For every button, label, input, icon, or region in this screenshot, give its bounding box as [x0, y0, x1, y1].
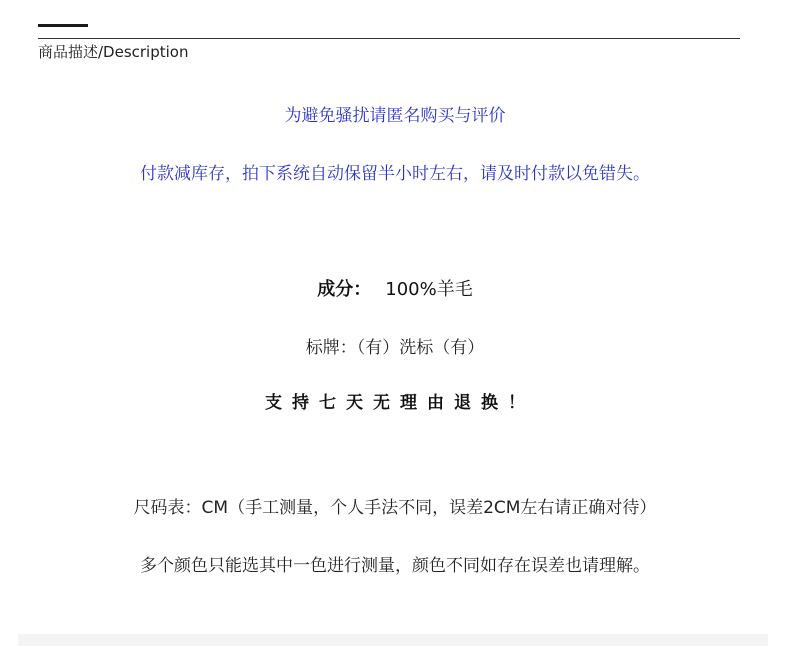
- material-label: 成分：: [317, 279, 372, 300]
- size-chart-note: 尺码表：CM（手工测量，个人手法不同，误差2CM左右请正确对待）: [133, 498, 657, 518]
- bottom-band: [18, 634, 768, 646]
- header-accent-bar: [38, 24, 88, 27]
- returns-policy: 支持七天无理由退换！: [265, 393, 535, 413]
- payment-notice: 付款减库存，拍下系统自动保留半小时左右，请及时付款以免错失。: [140, 164, 650, 184]
- anonymous-purchase-notice: 为避免骚扰请匿名购买与评价: [284, 106, 506, 126]
- section-title: 商品描述/Description: [38, 43, 189, 61]
- color-measurement-note: 多个颜色只能选其中一色进行测量，颜色不同如存在误差也请理解。: [140, 556, 650, 576]
- material-value: 100%羊毛: [385, 279, 473, 300]
- material-line: [0, 277, 790, 303]
- header-divider: [38, 38, 740, 39]
- brand-tag-line: 标牌：（有）洗标（有）: [305, 338, 485, 358]
